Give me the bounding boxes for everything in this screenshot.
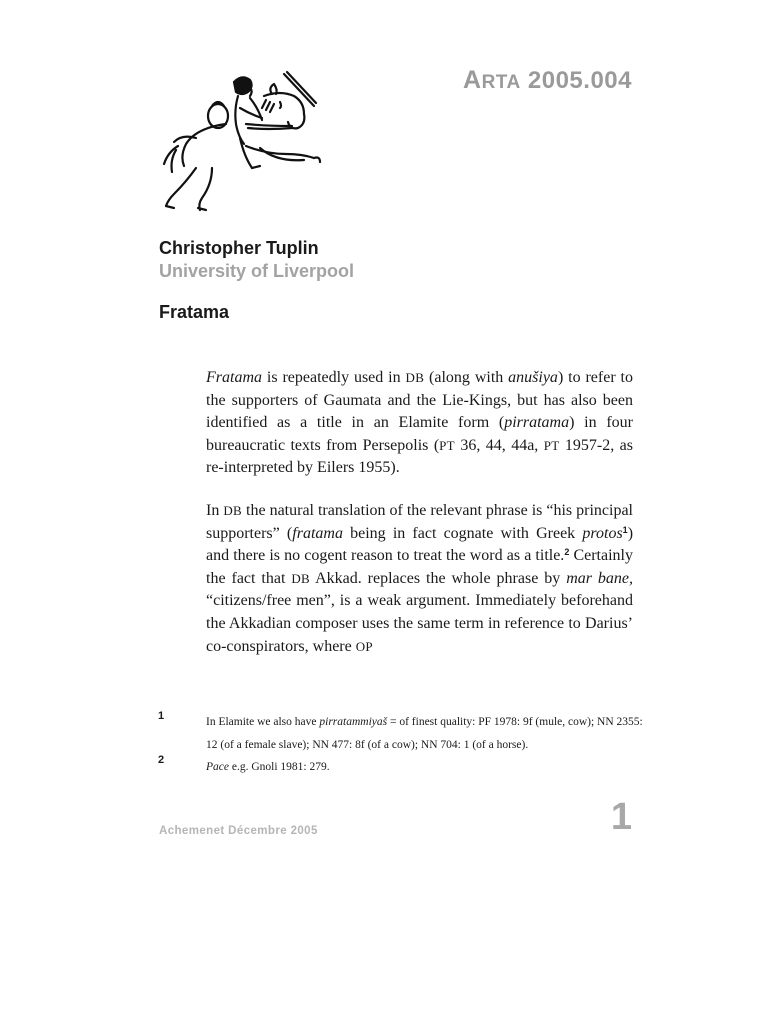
- paragraph-1: [206, 367, 633, 480]
- text-segment: 1957-2, as re-interpreted by Eilers 1955).: [206, 436, 633, 477]
- journal-first-letter: A: [463, 66, 482, 94]
- abbr-pt: PT: [543, 437, 560, 453]
- text-segment: the natural translation of the relevant phrase is “his principal supporters” (: [206, 502, 634, 542]
- term-pirratama: pirratama: [504, 414, 570, 432]
- journal-rest: RTA: [481, 72, 521, 93]
- text-segment: 36, 44, 44a,: [454, 436, 544, 454]
- term-mar-bane: mar bane,: [566, 569, 634, 587]
- horse-rider-drawing-icon: [156, 68, 332, 218]
- term-pace: Pace: [206, 761, 229, 773]
- footnote-ref-2[interactable]: 2: [564, 547, 570, 558]
- footnote-marker-2: 2: [158, 754, 165, 766]
- text-segment: “citizens/free men”, is a weak argument. Immediately beforehand the Akkadian composer uses the same term in reference to Darius’ co-conspirators, where: [206, 592, 633, 655]
- paragraph-2: [206, 500, 633, 658]
- footnote-ref-1[interactable]: 1: [622, 524, 628, 535]
- journal-code: [420, 66, 632, 95]
- term-protos: protos: [582, 524, 623, 542]
- text-segment: = of finest quality: PF 1978: 9f (mule, cow); NN 2355: 12 (of a female slave); NN 477: 8f (of a cow); NN 704: 1 (of a horse).: [206, 716, 643, 751]
- abbr-db: DB: [291, 570, 311, 586]
- text-segment: being in fact cognate with Greek: [342, 524, 583, 542]
- text-segment: is repeatedly used in: [262, 369, 406, 386]
- abbr-pt: PT: [439, 437, 455, 453]
- text-segment: Akkad. replaces the whole phrase by: [310, 569, 567, 587]
- author-affiliation: University of Liverpool: [159, 261, 355, 281]
- footnote-marker-1: 1: [158, 710, 165, 722]
- page-number: 1: [610, 796, 632, 838]
- text-segment: (along with: [424, 369, 509, 386]
- text-segment: ) to refer to the supporters of Gaumata and the Lie-Kings, but has also been identified as a title in an Elamite form (: [206, 369, 633, 432]
- text-segment: ) in four bureaucratic texts from Persepolis (: [206, 414, 633, 454]
- footnote-1: [206, 711, 646, 756]
- text-segment: ) and there is no cogent reason to treat the word as a title.: [206, 524, 634, 565]
- text-segment: In: [206, 502, 224, 519]
- article-title: Fratama: [159, 302, 230, 322]
- term-anusiya: anušiya: [508, 369, 558, 386]
- term-pirratammiyas: pirratammiyaš: [319, 716, 388, 728]
- text-segment: In Elamite we also have: [206, 716, 320, 728]
- abbr-db: DB: [405, 370, 425, 385]
- footnote-2: [206, 756, 646, 779]
- footnotes: [206, 711, 646, 779]
- abbr-op: OP: [355, 638, 373, 654]
- footer-publication-date: Achemenet Décembre 2005: [159, 825, 318, 837]
- author-name: Christopher Tuplin: [159, 238, 319, 258]
- abbr-db: DB: [223, 503, 243, 518]
- term-fratama: fratama: [292, 524, 343, 542]
- term-fratama: Fratama: [206, 369, 262, 386]
- text-segment: Certainly the fact that: [206, 547, 633, 587]
- journal-number: 2005.004: [527, 67, 632, 94]
- text-segment: e.g. Gnoli 1981: 279.: [228, 761, 330, 773]
